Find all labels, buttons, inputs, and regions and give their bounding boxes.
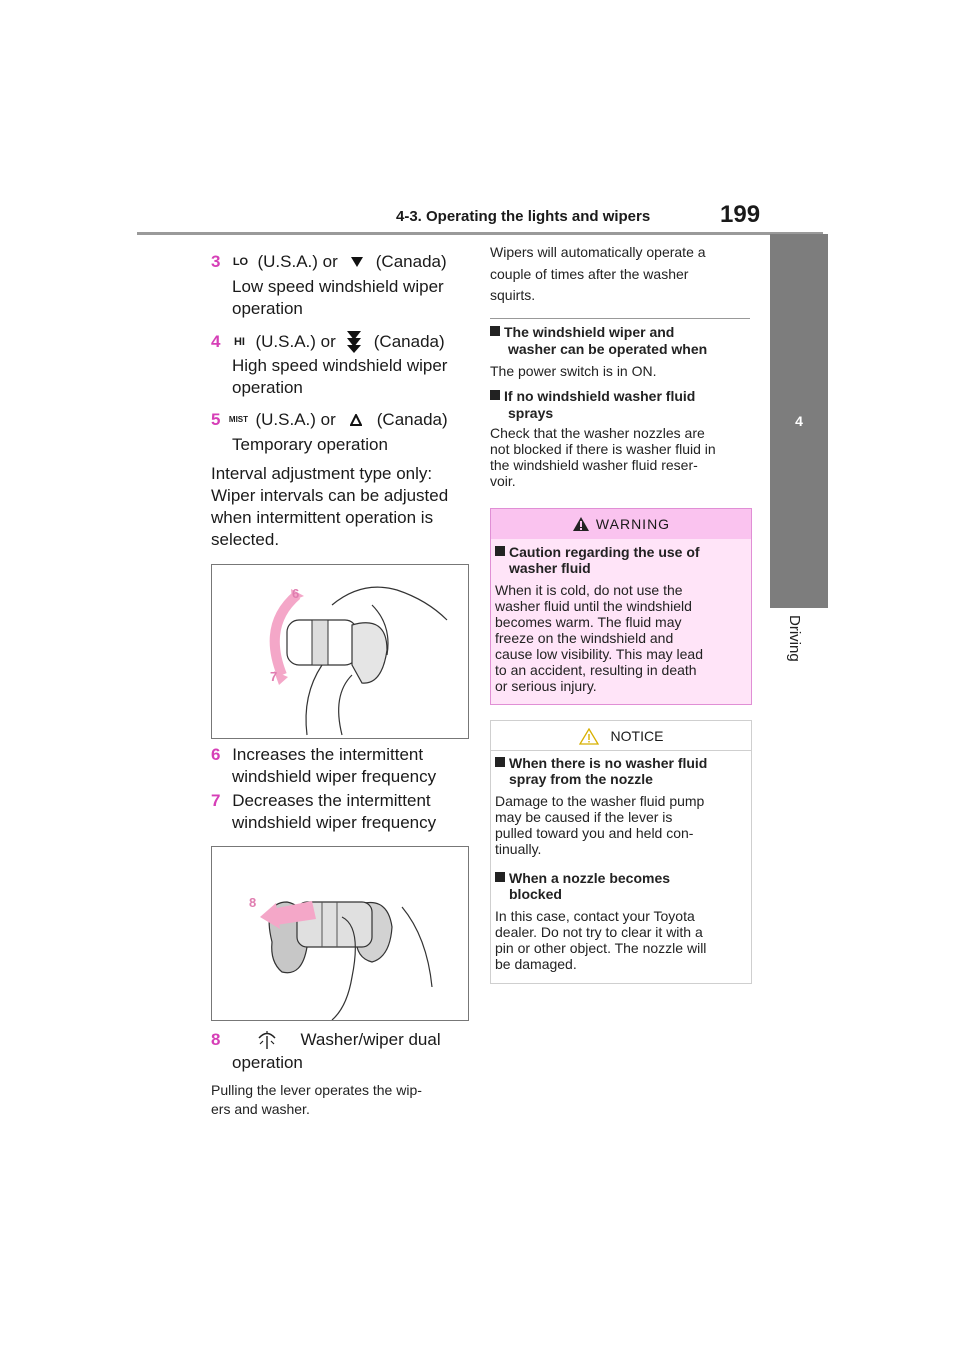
lo-symbol-icon: LO — [232, 256, 249, 268]
subhead-text: If no windshield washer fluid — [504, 388, 696, 404]
subhead-2-line-2: sprays — [508, 405, 554, 421]
canada-text: (Canada) — [375, 252, 447, 271]
notice-body-1-3: pulled toward you and held con- — [495, 825, 694, 841]
warning-box — [490, 508, 752, 705]
wiper-lever-illustration — [212, 565, 468, 738]
notice-body-2-4: be damaged. — [495, 956, 577, 972]
item-6-line-1 — [211, 744, 423, 766]
warning-head-text: Caution regarding the use of — [509, 544, 700, 560]
washer-wiper-icon — [256, 1030, 278, 1050]
item-number: 5 — [211, 410, 221, 429]
item-5-desc: Temporary operation — [232, 435, 388, 454]
notice-body-2-1: In this case, contact your Toyota — [495, 908, 695, 924]
pull-note-1: Pulling the lever operates the wip- — [211, 1082, 422, 1098]
auto-text-1: Wipers will automatically operate a — [490, 244, 706, 260]
item-number: 6 — [211, 745, 221, 764]
figure-label-7: 7 — [270, 669, 278, 684]
chapter-tab — [770, 234, 828, 608]
auto-text-3: squirts. — [490, 287, 536, 303]
pull-note-2: ers and washer. — [211, 1101, 310, 1117]
body-2-line-2: not blocked if there is washer fluid in — [490, 441, 716, 457]
subhead-1-line-1 — [490, 324, 674, 341]
warning-triangle-icon — [572, 516, 590, 532]
bullet-square-icon — [495, 546, 505, 556]
page-number: 199 — [720, 201, 761, 228]
item-6-line-2: windshield wiper frequency — [232, 767, 437, 786]
notice-header — [491, 721, 751, 751]
item-3-header — [211, 251, 447, 273]
item-number: 4 — [211, 332, 221, 351]
canada-text: (Canada) — [373, 332, 445, 351]
interval-line-4: selected. — [211, 530, 280, 549]
notice-triangle-icon — [579, 728, 599, 745]
item-7-line-2: windshield wiper frequency — [232, 813, 437, 832]
notice-head-text: When a nozzle becomes — [509, 870, 671, 886]
body-2-line-4: voir. — [490, 473, 516, 489]
washer-lever-illustration — [212, 847, 468, 1020]
notice-head-1-line-1 — [495, 755, 707, 772]
notice-body-2-2: dealer. Do not try to clear it with a — [495, 924, 703, 940]
bullet-square-icon — [495, 757, 505, 767]
header-rule — [137, 232, 823, 235]
item-7-text: Decreases the intermittent — [232, 791, 431, 810]
subhead-1-line-2: washer can be operated when — [508, 341, 708, 357]
warning-head-1 — [495, 544, 700, 561]
notice-head-1-line-2: spray from the nozzle — [509, 771, 653, 787]
section-title: 4-3. Operating the lights and wipers — [396, 208, 651, 225]
item-4-desc-1: High speed windshield wiper — [232, 356, 448, 375]
item-number: 7 — [211, 791, 221, 810]
interval-line-2: Wiper intervals can be adjusted — [211, 486, 449, 505]
mist-operation-icon — [350, 414, 362, 426]
warning-body-6: to an accident, resulting in death — [495, 662, 697, 678]
chapter-label: Driving — [786, 615, 803, 662]
item-6-text: Increases the intermittent — [232, 745, 424, 764]
warning-head-2: washer fluid — [509, 560, 591, 576]
notice-head-text: When there is no washer fluid — [509, 755, 708, 771]
notice-body-1-2: may be caused if the lever is — [495, 809, 673, 825]
warning-body-7: or serious injury. — [495, 678, 597, 694]
warning-title: WARNING — [595, 516, 671, 532]
interval-line-3: when intermittent operation is — [211, 508, 434, 527]
item-8-text: Washer/wiper dual — [300, 1030, 441, 1049]
item-3-desc-1: Low speed windshield wiper — [232, 277, 444, 296]
warning-header — [491, 509, 751, 539]
high-speed-icon — [346, 330, 362, 354]
body-2-line-3: the windshield washer fluid reser- — [490, 457, 698, 473]
figure-label-6: 6 — [292, 586, 300, 601]
mist-symbol-icon: MIST — [228, 415, 249, 424]
item-4-header — [211, 330, 445, 354]
item-7-line-1 — [211, 790, 431, 812]
usa-text: (U.S.A.) or — [255, 410, 336, 429]
usa-text: (U.S.A.) or — [257, 252, 338, 271]
body-2-line-1: Check that the washer nozzles are — [490, 425, 705, 441]
figure-interval-adjust — [211, 564, 469, 739]
warning-body-2: washer fluid until the windshield — [495, 598, 692, 614]
section-rule — [490, 318, 750, 319]
figure-washer-pull — [211, 846, 469, 1021]
warning-body-3: becomes warm. The fluid may — [495, 614, 682, 630]
hi-symbol-icon: HI — [233, 336, 245, 348]
bullet-square-icon — [490, 390, 500, 400]
notice-title: NOTICE — [610, 728, 664, 744]
warning-body-5: cause low visibility. This may lead — [495, 646, 704, 662]
low-speed-icon — [350, 256, 364, 268]
bullet-square-icon — [490, 326, 500, 336]
figure-label-8: 8 — [249, 895, 257, 910]
item-number: 3 — [211, 252, 221, 271]
auto-text-2: couple of times after the washer — [490, 266, 689, 282]
notice-body-2-3: pin or other object. The nozzle will — [495, 940, 707, 956]
interval-line-1: Interval adjustment type only: — [211, 464, 433, 483]
notice-head-2-line-2: blocked — [509, 886, 562, 902]
item-3-desc-2: operation — [232, 299, 303, 318]
item-number: 8 — [211, 1030, 221, 1049]
body-1: The power switch is in ON. — [490, 363, 657, 379]
notice-body-1-4: tinually. — [495, 841, 542, 857]
canada-text: (Canada) — [376, 410, 448, 429]
item-5-header — [211, 409, 448, 431]
item-4-desc-2: operation — [232, 378, 303, 397]
chapter-number: 4 — [795, 413, 803, 429]
bullet-square-icon — [495, 872, 505, 882]
subhead-2-line-1 — [490, 388, 695, 405]
notice-body-1-1: Damage to the washer fluid pump — [495, 793, 705, 809]
item-8-header — [211, 1029, 441, 1051]
subhead-text: The windshield wiper and — [504, 324, 675, 340]
warning-body-1: When it is cold, do not use the — [495, 582, 683, 598]
usa-text: (U.S.A.) or — [255, 332, 336, 351]
notice-head-2-line-1 — [495, 870, 670, 887]
warning-body-4: freeze on the windshield and — [495, 630, 674, 646]
notice-box — [490, 720, 752, 984]
item-8-line-2: operation — [232, 1053, 303, 1072]
